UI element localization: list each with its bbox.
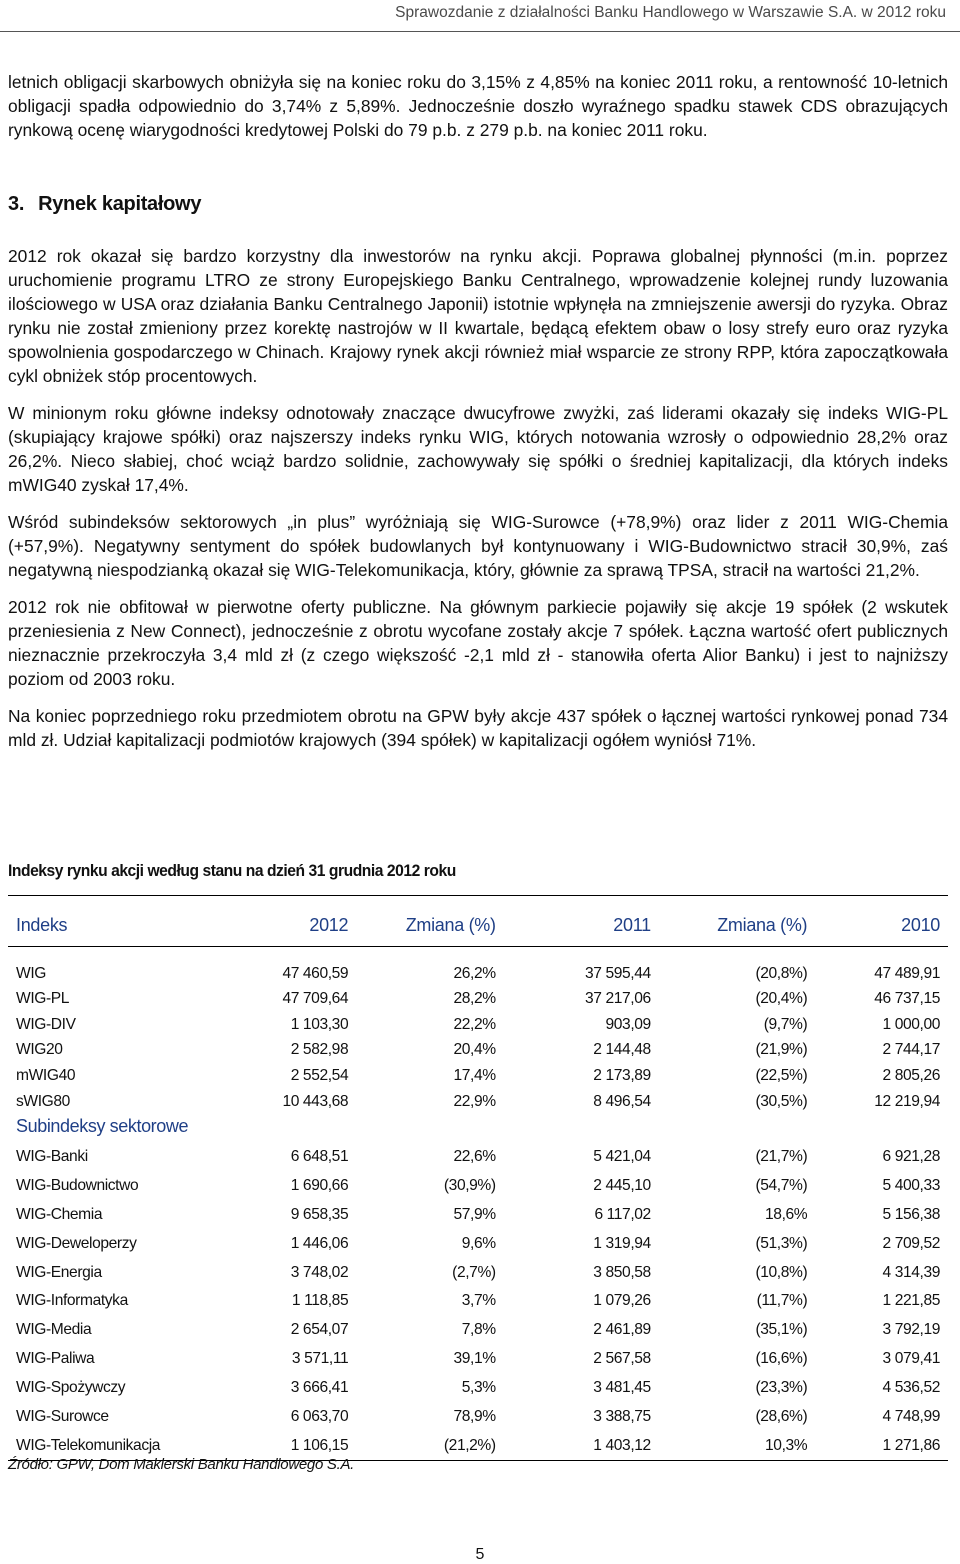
value-cell: 9 658,35 <box>290 1205 349 1223</box>
table-caption: Indeksy rynku akcji według stanu na dzień 31 grudnia 2012 roku <box>8 861 456 880</box>
value-cell: 1 403,12 <box>504 1431 659 1460</box>
table-row <box>8 1008 948 1034</box>
table-source: Źródło: GPW, Dom Maklerski Banku Handlowego S.A. <box>8 1456 355 1473</box>
value-cell: 3 079,41 <box>882 1350 940 1368</box>
value-cell: 3 850,58 <box>593 1263 651 1281</box>
caption-divider <box>8 895 948 896</box>
value-cell: 6 117,02 <box>594 1205 651 1223</box>
value-cell: (21,9%) <box>755 1041 808 1059</box>
value-cell: 3 571,11 <box>291 1350 349 1368</box>
table-row <box>8 1258 948 1287</box>
value-cell: 903,09 <box>605 1015 651 1033</box>
column-header: Zmiana (%) <box>659 904 815 947</box>
value-cell: 6 921,28 <box>882 1148 940 1165</box>
value-cell: 37 217,06 <box>585 990 651 1008</box>
column-header: Zmiana (%) <box>356 904 503 947</box>
value-cell: 18,6% <box>765 1205 808 1223</box>
value-cell: 5 400,33 <box>882 1176 940 1194</box>
value-cell: 2 654,07 <box>290 1321 349 1339</box>
value-cell: 3,7% <box>461 1292 496 1310</box>
value-cell: 2 552,54 <box>290 1066 349 1084</box>
value-cell: 2 744,17 <box>882 1041 940 1059</box>
value-cell: (28,6%) <box>755 1408 808 1426</box>
section-number: 3. <box>8 193 25 215</box>
value-cell: 5 156,38 <box>882 1205 940 1223</box>
value-cell: 6 063,70 <box>290 1408 349 1426</box>
table-row <box>8 1200 948 1229</box>
value-cell: 7,8% <box>461 1321 496 1339</box>
value-cell: (16,6%) <box>755 1350 808 1368</box>
value-cell: 22,9% <box>453 1092 496 1110</box>
value-cell: 3 388,75 <box>593 1408 651 1426</box>
value-cell: (9,7%) <box>763 1015 808 1033</box>
index-name-cell: WIG-Energia <box>16 1263 102 1281</box>
value-cell: 1 000,00 <box>882 1015 940 1033</box>
value-cell: (21,2%) <box>356 1431 503 1460</box>
index-name-cell: WIG-PL <box>16 990 70 1008</box>
value-cell: (54,7%) <box>755 1176 808 1194</box>
index-name-cell: WIG-Spożywczy <box>16 1379 126 1397</box>
value-cell: 2 144,48 <box>593 1041 651 1059</box>
value-cell: (20,4%) <box>755 990 808 1008</box>
index-name-cell: WIG-DIV <box>16 1015 76 1033</box>
value-cell: (51,3%) <box>755 1234 808 1252</box>
value-cell: 78,9% <box>453 1408 496 1426</box>
value-cell: 1 446,06 <box>290 1234 349 1252</box>
value-cell: 46 737,15 <box>874 990 940 1008</box>
value-cell: 1 118,85 <box>291 1292 349 1310</box>
value-cell: (22,5%) <box>755 1066 808 1084</box>
index-name-cell: WIG-Chemia <box>16 1205 103 1223</box>
value-cell: 20,4% <box>453 1041 496 1059</box>
value-cell: 5 421,04 <box>593 1148 651 1165</box>
value-cell: 2 567,58 <box>593 1350 651 1368</box>
value-cell: 1 319,94 <box>593 1234 651 1252</box>
table-row <box>8 1085 948 1111</box>
index-name-cell: WIG-Surowce <box>16 1408 109 1426</box>
table-row <box>8 1316 948 1345</box>
page-number: 5 <box>475 1546 485 1563</box>
paragraph: W minionym roku główne indeksy odnotowały znaczące dwucyfrowe zwyżki, zaś liderami okazały się indeks WIG-PL (skupiający krajowe spółki) oraz najszerszy indeks rynku WIG, których notowania wzrosły o odpowiednio 28,2% oraz 26,2%. Nieco słabiej, choć wciąż bardzo solidnie, zachowywały się spółki o średniej kapitalizacji, dla których indeks mWIG40 zyskał 17,4%. <box>8 403 948 495</box>
value-cell: (10,8%) <box>755 1263 808 1281</box>
table-header-row <box>8 904 948 947</box>
value-cell: 47 489,91 <box>874 964 940 982</box>
value-cell: (11,7%) <box>756 1292 808 1310</box>
value-cell: 1 221,85 <box>882 1292 940 1310</box>
value-cell: 5,3% <box>461 1379 496 1397</box>
subheading-row <box>8 1111 948 1143</box>
value-cell: (20,8%) <box>755 964 808 982</box>
paragraph: 2012 rok nie obfitował w pierwotne oferty publiczne. Na głównym parkiecie pojawiły się akcje 19 spółek (2 wskutek przeniesienia z New Connect), jednocześnie z obrotu wycofane zostały akcje 7 spółek. Łączna wartość ofert publicznych nieznacznie przekroczyła 3,4 mld zł (z czego większość -2,1 mld zł - stanowiła oferta Alior Banku) i jest to najniższy poziom od 2003 roku. <box>8 597 948 689</box>
running-header: Sprawozdanie z działalności Banku Handlowego w Warszawie S.A. w 2012 roku <box>395 4 946 21</box>
index-name-cell: WIG20 <box>16 1041 63 1059</box>
subheading: Subindeksy sektorowe <box>16 1116 189 1137</box>
column-header: 2010 <box>815 904 948 947</box>
table-row <box>8 1034 948 1060</box>
section-heading <box>8 193 201 216</box>
value-cell: 3 792,19 <box>882 1321 940 1339</box>
value-cell: 12 219,94 <box>874 1092 940 1110</box>
intro-paragraph: letnich obligacji skarbowych obniżyła się na koniec roku do 3,15% z 4,85% na koniec 2011 roku, a rentowność 10-letnich obligacji spadła odpowiednio do 3,74% z 5,89%. Jednocześnie doszło wyraźnego spadku stawek CDS obrazujących rynkową ocenę wiarygodności kredytowej Polski do 79 p.b. z 279 p.b. na koniec 2011 roku. <box>8 72 948 140</box>
main-indices <box>8 947 948 1111</box>
value-cell: (23,3%) <box>755 1379 808 1397</box>
value-cell: 1 690,66 <box>290 1176 349 1194</box>
value-cell: 1 271,86 <box>815 1431 948 1460</box>
value-cell: 1 106,15 <box>215 1431 357 1460</box>
sector-indices <box>8 1143 948 1461</box>
index-name-cell: WIG-Informatyka <box>16 1292 128 1310</box>
table-row <box>8 947 948 983</box>
value-cell: 2 445,10 <box>593 1176 651 1194</box>
table-row <box>8 1229 948 1258</box>
value-cell: 2 805,26 <box>882 1066 940 1084</box>
value-cell: (30,9%) <box>443 1176 496 1194</box>
value-cell: (21,7%) <box>755 1148 808 1165</box>
table-row <box>8 1403 948 1432</box>
value-cell: 47 460,59 <box>282 964 349 982</box>
value-cell: (35,1%) <box>755 1321 808 1339</box>
value-cell: 1 103,30 <box>290 1015 349 1033</box>
value-cell: 9,6% <box>461 1234 496 1252</box>
value-cell: 4 314,39 <box>882 1263 940 1281</box>
value-cell: 22,2% <box>453 1015 496 1033</box>
index-name-cell: WIG-Budownictwo <box>16 1176 139 1194</box>
value-cell: 26,2% <box>453 964 496 982</box>
value-cell: 4 536,52 <box>882 1379 940 1397</box>
value-cell: 2 582,98 <box>290 1041 349 1059</box>
value-cell: 8 496,54 <box>593 1092 651 1110</box>
index-name-cell: mWIG40 <box>16 1066 76 1084</box>
value-cell: 2 173,89 <box>593 1066 651 1084</box>
value-cell: 22,6% <box>453 1148 496 1165</box>
value-cell: 10,3% <box>659 1431 815 1460</box>
index-name-cell: WIG-Paliwa <box>16 1350 95 1368</box>
paragraph: Wśród subindeksów sektorowych „in plus” wyróżniają się WIG-Surowce (+78,9%) oraz lider z 2011 WIG-Chemia (+57,9%). Negatywny sentyment do spółek budowlanych był kontynuowany i WIG-Budownictwo stracił 30,9%, zaś negatywną niespodzianką okazał się WIG-Telekomunikacja, który, głównie za sprawą TPSA, stracił na wartości 21,2%. <box>8 512 948 580</box>
paragraph: 2012 rok okazał się bardzo korzystny dla inwestorów na rynku akcji. Poprawa globalnej płynności (m.in. poprzez uruchomienie programu LTRO ze strony Europejskiego Banku Centralnego, wprowadzenie kolejnej rundy luzowania ilościowego w USA oraz działania Banku Centralnego Japonii) istotnie wpłynęła na zmniejszenie awersji do ryzyka. Obraz rynku nie został zmieniony przez korektę nastrojów w II kwartale, będącą efektem obaw o losy strefy euro oraz ryzyka spowolnienia gospodarczego w Chinach. Krajowy rynek akcji również miał wsparcie ze strony RPP, która zapoczątkowała cykl obniżek stóp procentowych. <box>8 246 948 386</box>
value-cell: 37 595,44 <box>585 964 651 982</box>
table-row <box>8 1374 948 1403</box>
value-cell: 4 748,99 <box>882 1408 940 1426</box>
table-row <box>8 1171 948 1200</box>
body-text <box>8 244 948 752</box>
index-name-cell: WIG-Banki <box>16 1148 88 1165</box>
intro-block <box>8 70 948 142</box>
column-header: 2012 <box>215 904 357 947</box>
table-row <box>8 1345 948 1374</box>
table-row <box>8 1287 948 1316</box>
table-row <box>8 1059 948 1085</box>
value-cell: 6 648,51 <box>290 1148 349 1165</box>
value-cell: 17,4% <box>453 1066 496 1084</box>
index-name-cell: WIG <box>16 964 46 982</box>
value-cell: 2 709,52 <box>882 1234 940 1252</box>
table-row <box>8 1143 948 1172</box>
value-cell: 47 709,64 <box>282 990 349 1008</box>
index-name-cell: sWIG80 <box>16 1092 70 1110</box>
value-cell: 57,9% <box>453 1205 496 1223</box>
value-cell: 10 443,68 <box>282 1092 349 1110</box>
paragraph: Na koniec poprzedniego roku przedmiotem obrotu na GPW były akcje 437 spółek o łącznej wartości rynkowej ponad 734 mld zł. Udział kapitalizacji podmiotów krajowych (394 spółek) w kapitalizacji ogółem wyniósł 71%. <box>8 706 948 750</box>
value-cell: 28,2% <box>453 990 496 1008</box>
value-cell: 3 666,41 <box>290 1379 349 1397</box>
value-cell: (30,5%) <box>755 1092 808 1110</box>
index-name-cell: WIG-Media <box>16 1321 92 1339</box>
value-cell: (2,7%) <box>452 1263 496 1281</box>
value-cell: 3 481,45 <box>593 1379 651 1397</box>
index-name-cell: WIG-Deweloperzy <box>16 1234 137 1252</box>
value-cell: 39,1% <box>453 1350 496 1368</box>
index-name-cell: WIG-Telekomunikacja <box>8 1431 215 1460</box>
column-header: 2011 <box>504 904 659 947</box>
value-cell: 3 748,02 <box>290 1263 349 1281</box>
header-divider <box>0 31 960 32</box>
column-header: Indeks <box>8 904 215 947</box>
table-row <box>8 983 948 1009</box>
value-cell: 1 079,26 <box>593 1292 651 1310</box>
indices-table <box>8 904 948 1461</box>
section-title: Rynek kapitałowy <box>38 193 202 215</box>
value-cell: 2 461,89 <box>593 1321 651 1339</box>
